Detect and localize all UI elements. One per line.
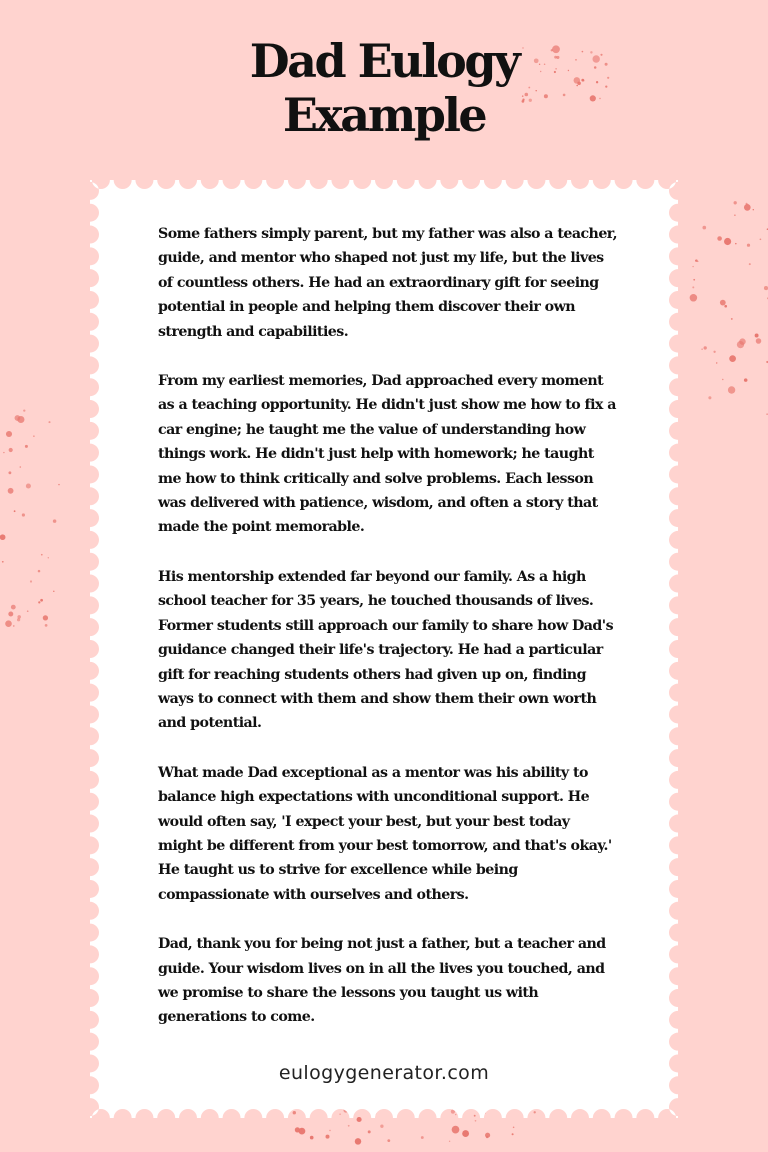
eulogy-paragraph-3: His mentorship extended far beyond our family. As a high school teacher for 35 years, he touched thousands of lives. Former students still approach our family to share how Dad's guidance changed their life's trajectory. He had a particular gift for reaching students others had given up on, finding ways to connect with them and show them their own worth and potential. (158, 568, 614, 732)
footer-site-url: eulogygenerator.com (278, 1062, 490, 1084)
eulogy-paragraph-4: What made Dad exceptional as a mentor was his ability to balance high expectations with unconditional support. He would often say, 'I expect your best, but your best today might be different from your best tomorrow, and that's okay.' He taught us to strive for excellence while being compassionate with ourselves and others. (158, 764, 612, 903)
title-line-2: Example (282, 88, 486, 142)
eulogy-body (158, 222, 618, 1055)
eulogy-paragraph-2: From my earliest memories, Dad approached every moment as a teaching opportunity. He didn't just show me how to fix a car engine; he taught me the value of understanding how things work. He didn't just help with homework; he taught me how to think critically and solve problems. Each lesson was delivered with patience, wisdom, and often a story that made the point memorable. (158, 373, 616, 536)
eulogy-paragraph-5: Dad, thank you for being not just a father, but a teacher and guide. Your wisdom lives on in all the lives you touched, and we promise to share the lessons you taught us with generations to come. (158, 936, 606, 1026)
title-line-1: Dad Eulogy (249, 34, 519, 88)
eulogy-paragraph-1: Some fathers simply parent, but my father was also a teacher, guide, and mentor who shaped not just my life, but the lives of countless others. He had an extraordinary gift for seeing potential in people and helping them discover their own strength and capabilities. (158, 226, 618, 340)
